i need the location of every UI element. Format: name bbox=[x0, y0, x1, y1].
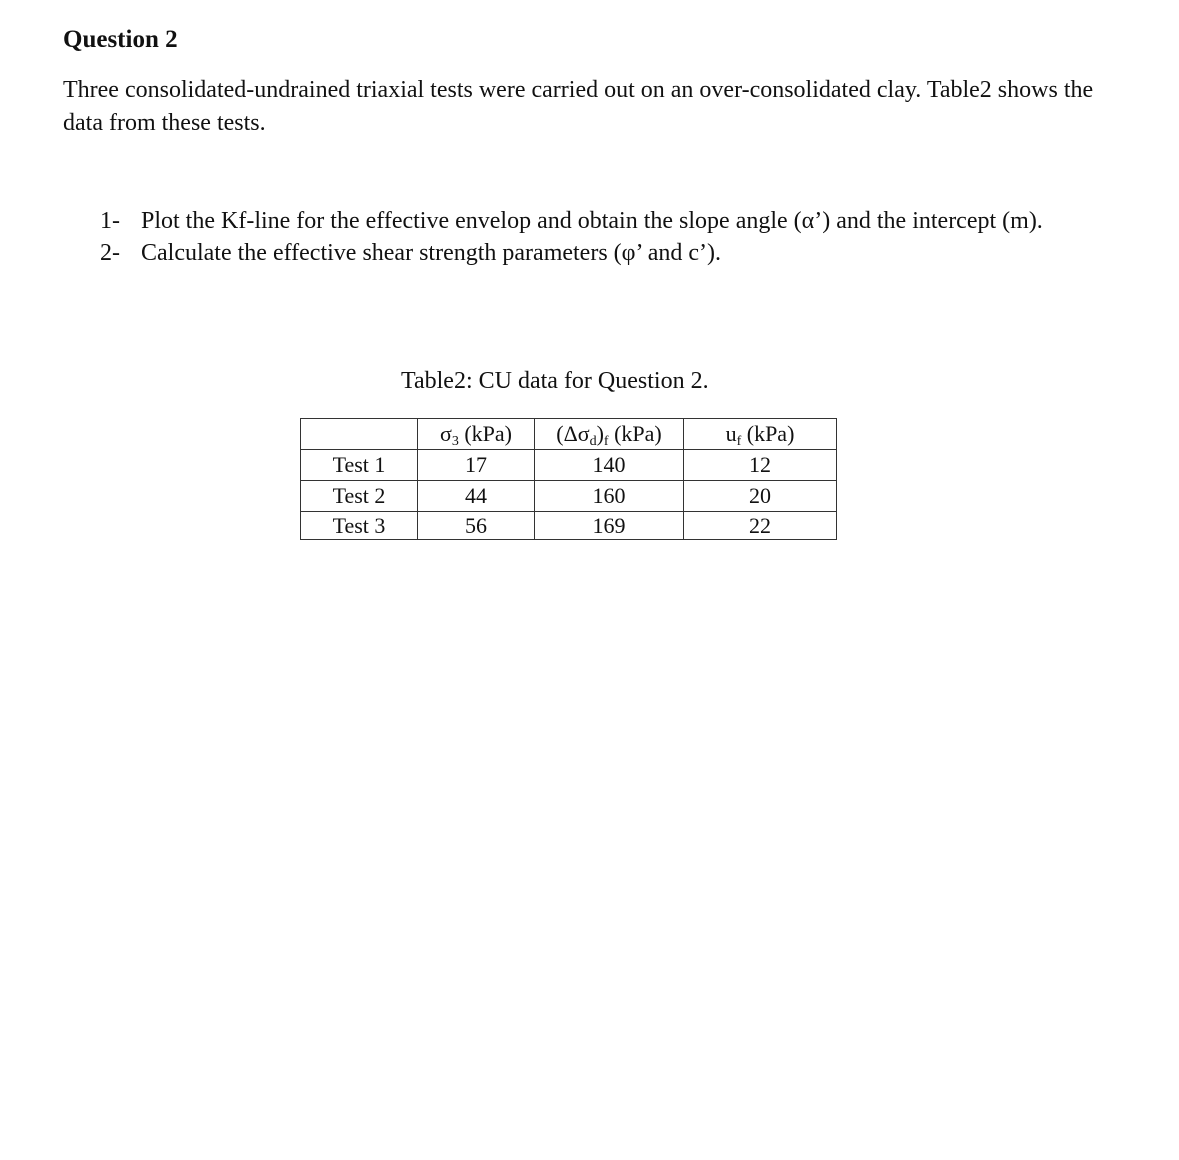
cell-pore-pressure: 22 bbox=[684, 512, 837, 540]
cell-deviator-stress: 160 bbox=[535, 481, 684, 512]
task-item bbox=[100, 237, 1090, 269]
table-caption: Table2: CU data for Question 2. bbox=[401, 368, 709, 394]
table-row bbox=[301, 450, 837, 481]
task-text: Calculate the effective shear strength parameters (φ’ and c’). bbox=[141, 240, 722, 266]
cell-sigma3: 44 bbox=[418, 481, 535, 512]
task-list bbox=[100, 205, 1090, 269]
cell-pore-pressure: 20 bbox=[684, 481, 837, 512]
table-row bbox=[301, 512, 837, 540]
cu-data-table bbox=[300, 418, 837, 540]
table-row bbox=[301, 481, 837, 512]
cell-pore-pressure: 12 bbox=[684, 450, 837, 481]
question-title: Question 2 bbox=[63, 26, 178, 53]
cell-sigma3: 56 bbox=[418, 512, 535, 540]
row-label: Test 1 bbox=[301, 450, 418, 481]
header-pore-pressure: $u_f$ (kPa) bbox=[684, 419, 837, 450]
cell-deviator-stress: 169 bbox=[535, 512, 684, 540]
header-deviator-stress: $(\Delta\sigma_d)_f$ (kPa) bbox=[535, 419, 684, 450]
table-header-row bbox=[301, 419, 837, 450]
cell-sigma3: 17 bbox=[418, 450, 535, 481]
cell-deviator-stress: 140 bbox=[535, 450, 684, 481]
task-number: 1- bbox=[100, 208, 120, 234]
task-text: Plot the Kf-line for the effective envelop and obtain the slope angle (α’) and the intercept (m). bbox=[141, 208, 1043, 234]
row-label: Test 3 bbox=[301, 512, 418, 540]
task-number: 2- bbox=[100, 240, 120, 266]
task-item bbox=[100, 205, 1090, 237]
header-sigma3: $\sigma_3$ (kPa) bbox=[418, 419, 535, 450]
question-intro: Three consolidated-undrained triaxial tests were carried out on an over-consolidated clay. Table2 shows the data from these tests. bbox=[63, 77, 1094, 136]
row-label: Test 2 bbox=[301, 481, 418, 512]
header-empty-cell bbox=[301, 419, 418, 450]
